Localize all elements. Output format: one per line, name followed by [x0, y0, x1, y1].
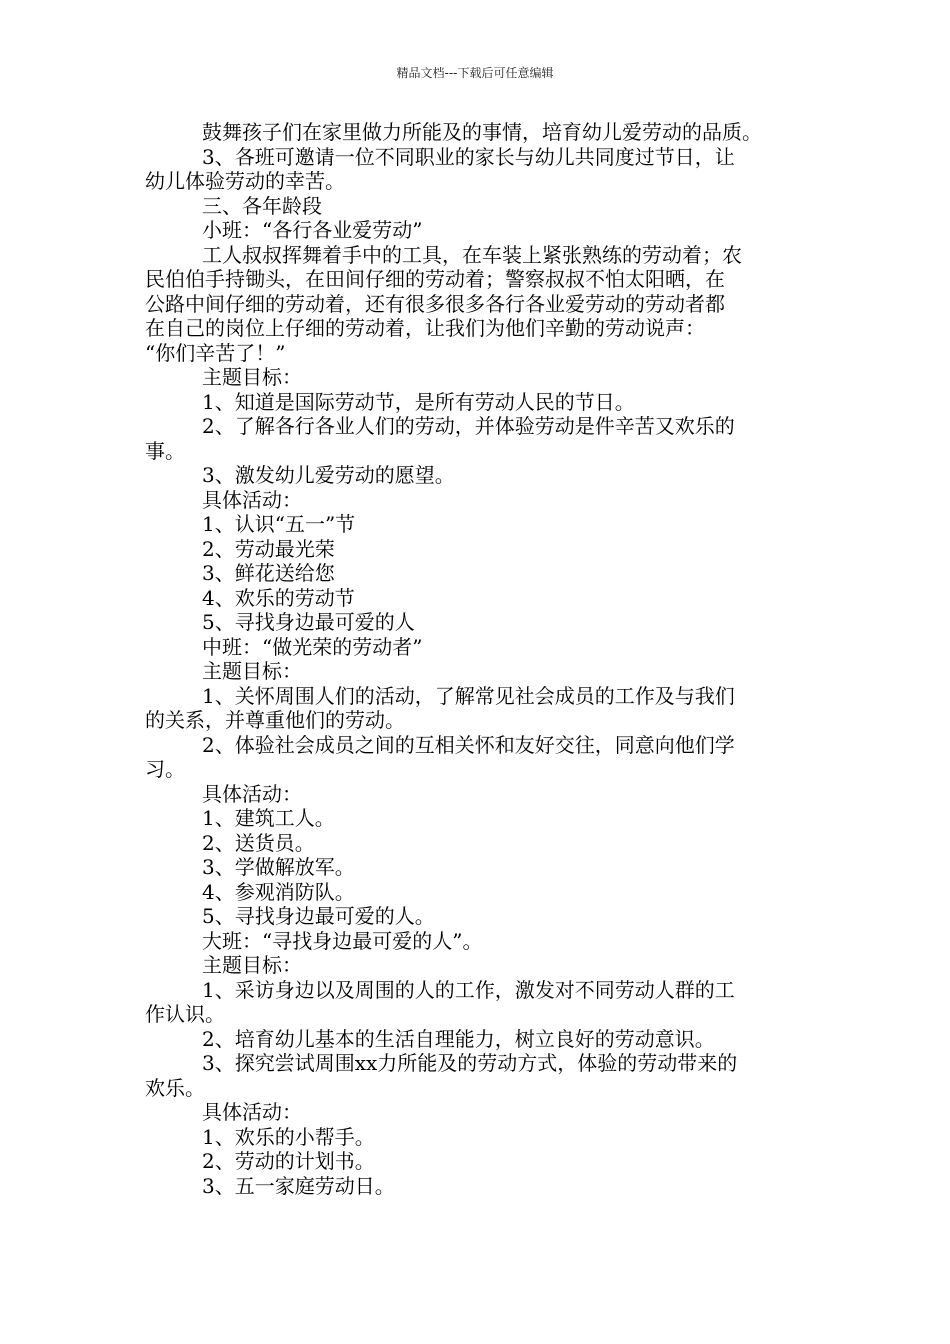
- text-line: 1、建筑工人。: [202, 806, 335, 830]
- text-line: 2、培育幼儿基本的生活自理能力，树立良好的劳动意识。: [202, 1026, 715, 1051]
- text-line: 三、各年龄段: [202, 193, 322, 218]
- text-line: 1、欢乐的小帮手。: [202, 1124, 375, 1149]
- text-line: 1、知道是国际劳动节，是所有劳动人民的节日。: [202, 389, 635, 414]
- text-line: 具体活动：: [202, 487, 302, 512]
- text-line: 2、劳动最光荣: [202, 536, 335, 561]
- text-line: 幼儿体验劳动的幸苦。: [145, 169, 345, 193]
- text-line: 2、体验社会成员之间的互相关怀和友好交往，同意向他们学: [202, 732, 735, 757]
- text-line: 小班：“各行各业爱劳动”: [202, 218, 423, 242]
- text-line: 主题目标：: [202, 365, 302, 389]
- text-line: 事。: [145, 438, 185, 463]
- text-line: 主题目标：: [202, 659, 302, 683]
- text-line: 中班：“做光荣的劳动者”: [202, 634, 423, 659]
- text-line: 5、寻找身边最可爱的人。: [202, 904, 435, 928]
- text-line: 5、寻找身边最可爱的人: [202, 610, 415, 634]
- text-line: 的关系，并尊重他们的劳动。: [145, 708, 405, 732]
- text-line: 1、关怀周围人们的活动，了解常见社会成员的工作及与我们: [202, 683, 735, 708]
- text-line: 3、探究尝试周围xx力所能及的劳动方式，体验的劳动带来的: [202, 1051, 738, 1075]
- text-line: 在自己的岗位上仔细的劳动着，让我们为他们辛勤的劳动说声：: [145, 316, 705, 340]
- text-line: 3、学做解放军。: [202, 855, 355, 879]
- text-line: 2、了解各行各业人们的劳动，并体验劳动是件辛苦又欢乐的: [202, 414, 735, 438]
- text-line: 民伯伯手持锄头，在田间仔细的劳动着；警察叔叔不怕太阳晒，在: [145, 267, 725, 291]
- text-line: 作认识。: [145, 1002, 225, 1026]
- text-line: 1、认识“五一”节: [202, 512, 356, 536]
- text-line: 1、采访身边以及周围的人的工作，激发对不同劳动人群的工: [202, 977, 735, 1002]
- text-line: 3、激发幼儿爱劳动的愿望。: [202, 463, 455, 487]
- text-line: “你们辛苦了！”: [145, 340, 286, 365]
- page-header: 精品文档---下载后可任意编辑: [396, 66, 554, 80]
- document-body: [145, 120, 810, 1198]
- text-line: 公路中间仔细的劳动着，还有很多很多各行各业爱劳动的劳动者都: [145, 291, 725, 316]
- text-line: 4、参观消防队。: [202, 879, 355, 904]
- text-line: 工人叔叔挥舞着手中的工具，在车装上紧张熟练的劳动着；农: [202, 242, 742, 267]
- text-line: 主题目标：: [202, 953, 302, 977]
- text-line: 习。: [145, 757, 185, 781]
- text-line: 大班：“寻找身边最可爱的人”。: [202, 928, 483, 953]
- text-line: 2、送货员。: [202, 830, 315, 855]
- text-line: 具体活动：: [202, 781, 302, 806]
- text-line: 鼓舞孩子们在家里做力所能及的事情，培育幼儿爱劳动的品质。: [202, 120, 762, 144]
- text-line: 3、五一家庭劳动日。: [202, 1173, 395, 1198]
- text-line: 欢乐。: [145, 1075, 205, 1100]
- text-line: 3、鲜花送给您: [202, 561, 335, 585]
- text-line: 2、劳动的计划书。: [202, 1149, 375, 1173]
- text-line: 4、欢乐的劳动节: [202, 585, 355, 610]
- text-line: 具体活动：: [202, 1100, 302, 1124]
- text-line: 3、各班可邀请一位不同职业的家长与幼儿共同度过节日，让: [202, 144, 735, 169]
